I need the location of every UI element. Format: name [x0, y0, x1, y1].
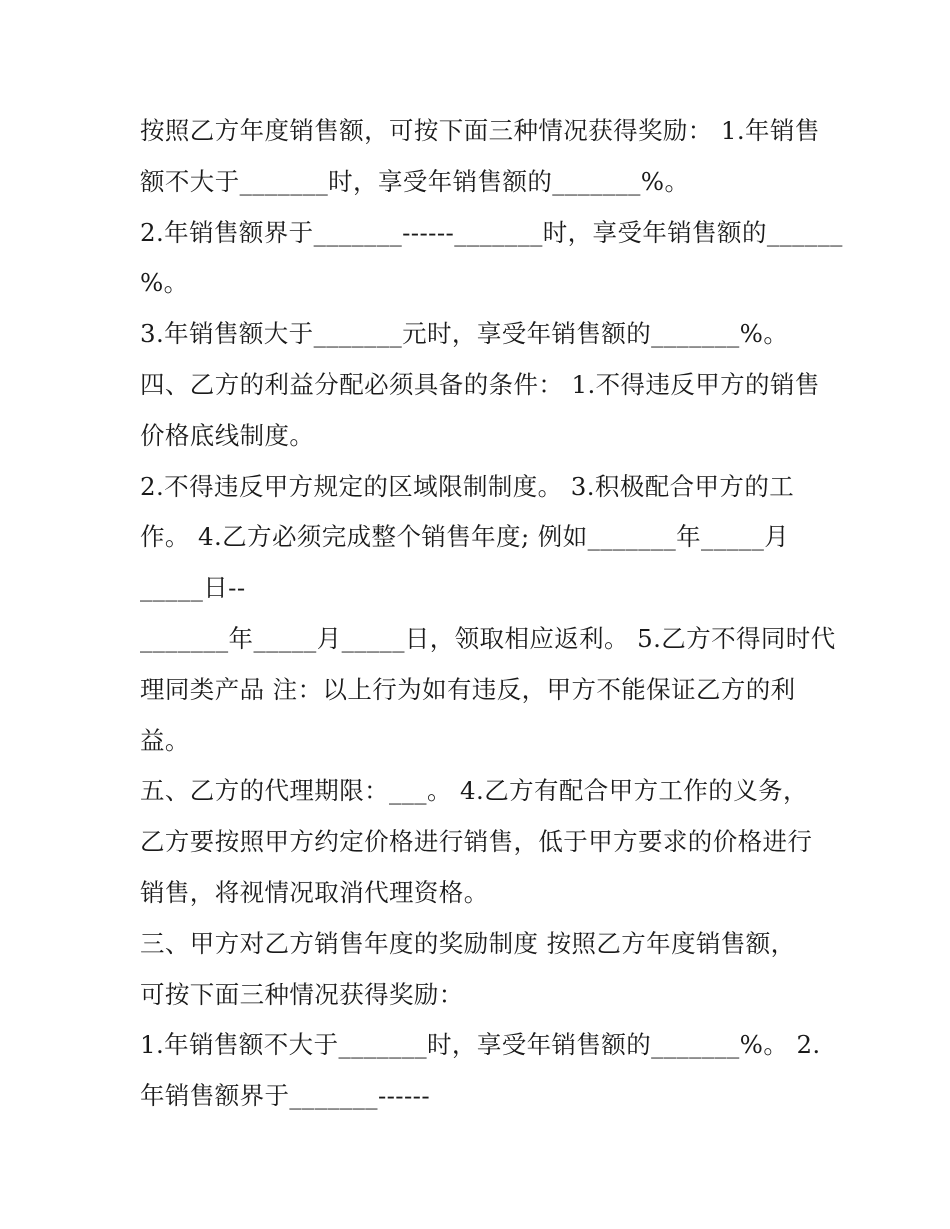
text-line: 作。 4.乙方必须完成整个销售年度; 例如_______年_____月: [140, 522, 790, 552]
text-line: 按照乙方年度销售额，可按下面三种情况获得奖励： 1.年销售: [140, 116, 820, 145]
text-line: 2.年销售额界于_______------_______时，享受年销售额的______: [140, 217, 843, 247]
document-body: [140, 106, 843, 1122]
text-line: 三、甲方对乙方销售年度的奖励制度 按照乙方年度销售额，: [140, 928, 796, 958]
text-line: 销售，将视情况取消代理资格。: [140, 877, 489, 907]
text-line: 年销售额界于_______------: [140, 1081, 431, 1111]
text-line: 价格底线制度。: [140, 420, 315, 450]
text-line: 理同类产品 注：以上行为如有违反，甲方不能保证乙方的利: [140, 674, 796, 704]
text-line: _____日--: [140, 573, 246, 603]
text-line: 额不大于_______时，享受年销售额的_______%。: [140, 166, 690, 196]
text-line: 四、乙方的利益分配必须具备的条件： 1.不得违反甲方的销售: [140, 369, 820, 399]
text-line: 乙方要按照甲方约定价格进行销售，低于甲方要求的价格进行: [140, 827, 813, 857]
text-line: 五、乙方的代理期限：___。 4.乙方有配合甲方工作的义务，: [140, 776, 808, 806]
text-line: _______年_____月_____日，领取相应返利。 5.乙方不得同时代: [140, 623, 836, 653]
text-line: 2.不得违反甲方规定的区域限制制度。 3.积极配合甲方的工: [140, 471, 795, 501]
text-line: 益。: [140, 725, 190, 755]
text-line: %。: [140, 268, 189, 298]
text-line: 可按下面三种情况获得奖励：: [140, 979, 464, 1009]
text-line: 1.年销售额不大于_______时，享受年销售额的_______%。 2.: [140, 1030, 821, 1060]
text-line: 3.年销售额大于_______元时，享受年销售额的_______%。: [140, 319, 789, 349]
